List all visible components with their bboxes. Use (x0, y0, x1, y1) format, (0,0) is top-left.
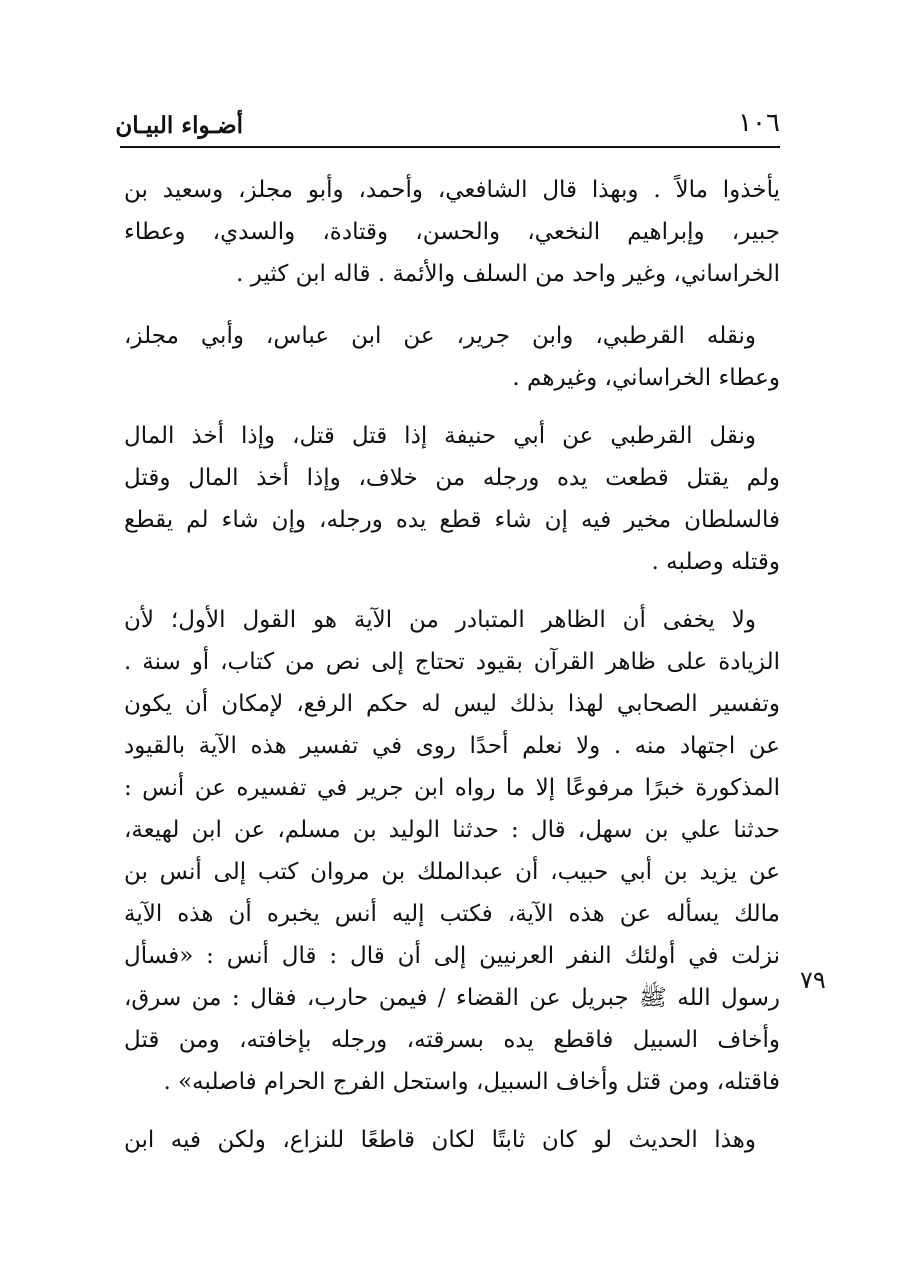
page-number: ١٠٦ (738, 108, 780, 138)
text-line: ولا يخفى أن الظاهر المتبادر من الآية هو القول الأول؛ لأن (124, 607, 756, 633)
text-line: ونقل القرطبي عن أبي حنيفة إذا قتل قتل، وإذا أخذ المال (124, 423, 756, 449)
text-line: المذكورة خبرًا مرفوعًا إلا ما رواه ابن جرير في تفسيره عن أنس : (124, 775, 780, 801)
text-line: يأخذوا مالاً . وبهذا قال الشافعي، وأحمد، وأبو مجلز، وسعيد بن (124, 177, 780, 203)
text-line: عن اجتهاد منه . ولا نعلم أحدًا روى في تفسير هذه الآية بالقيود (124, 733, 780, 759)
text-line: الخراساني، وغير واحد من السلف والأئمة . قاله ابن كثير . (236, 261, 780, 287)
text-line: عن يزيد بن أبي حبيب، أن عبدالملك بن مروان كتب إلى أنس بن (124, 859, 780, 885)
text-line: جبير، وإبراهيم النخعي، والحسن، وقتادة، والسدي، وعطاء (124, 219, 780, 245)
text-line: مالك يسأله عن هذه الآية، فكتب إليه أنس يخبره أن هذه الآية (124, 901, 780, 927)
text-line: حدثنا علي بن سهل، قال : حدثنا الوليد بن مسلم، عن ابن لهيعة، (124, 817, 780, 843)
text-line: رسول الله ﷺ جبريل عن القضاء / فيمن حارب، فقال : من سرق، (124, 985, 780, 1011)
page-header (115, 108, 780, 144)
text-line: فاقتله، ومن قتل وأخاف السبيل، واستحل الفرج الحرام فاصلبه» . (163, 1069, 780, 1095)
margin-page-reference: ٧٩ (800, 966, 826, 994)
text-line: الزيادة على ظاهر القرآن بقيود تحتاج إلى نص من كتاب، أو سنة . (124, 649, 780, 675)
text-line: وقتله وصلبه . (651, 549, 780, 575)
text-line: وأخاف السبيل فاقطع يده بسرقته، ورجله بإخافته، ومن قتل (124, 1027, 780, 1053)
text-line: ونقله القرطبي، وابن جرير، عن ابن عباس، وأبي مجلز، (124, 323, 756, 349)
text-line: نزلت في أولئك النفر العرنيين إلى أن قال : قال أنس : «فسأل (124, 943, 780, 969)
running-title: أضـواء البيـان (115, 112, 243, 139)
header-divider (120, 146, 780, 148)
text-line: وتفسير الصحابي لهذا بذلك ليس له حكم الرفع، لإمكان أن يكون (124, 691, 780, 717)
text-line: وهذا الحديث لو كان ثابتًا لكان قاطعًا للنزاع، ولكن فيه ابن (124, 1127, 756, 1153)
text-line: فالسلطان مخير فيه إن شاء قطع يده ورجله، وإن شاء لم يقطع (124, 507, 780, 533)
text-line: وعطاء الخراساني، وغيرهم . (512, 365, 780, 391)
text-line: ولم يقتل قطعت يده ورجله من خلاف، وإذا أخذ المال وقتل (124, 465, 780, 491)
